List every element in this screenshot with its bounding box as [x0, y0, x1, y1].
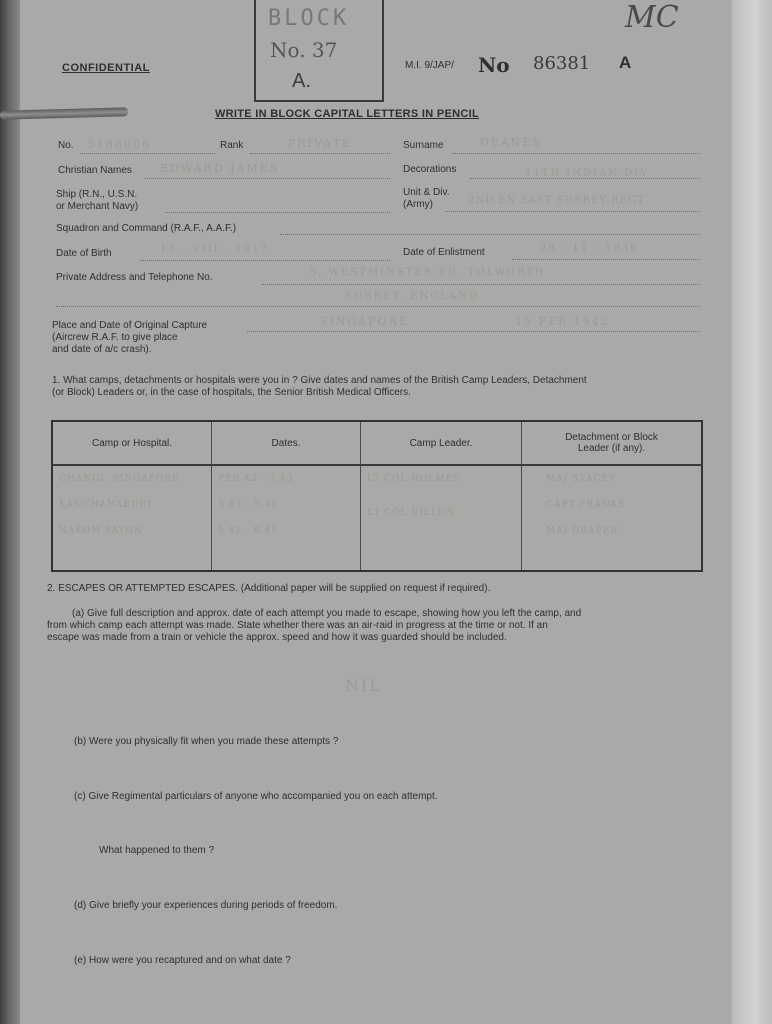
leader-entry-2	[361, 492, 521, 500]
question-2d: (d) Give briefly your experiences during periods of freedom.	[74, 900, 338, 911]
address-value-2: SURREY, ENGLAND	[345, 291, 479, 302]
surname-value: DEANES	[480, 136, 542, 149]
cell-camps	[52, 465, 212, 571]
rank-value: PRIVATE	[288, 137, 352, 150]
service-no-line	[80, 153, 215, 154]
instruction-heading: WRITE IN BLOCK CAPITAL LETTERS IN PENCIL	[215, 108, 479, 120]
ship-label-2: or Merchant Navy)	[56, 201, 139, 212]
form-code: M.I. 9/JAP/	[405, 60, 454, 71]
number-symbol: No	[478, 53, 510, 77]
detachment-entry-1: MAJ STACEY	[546, 474, 616, 484]
cell-dates	[212, 465, 361, 571]
capture-label-1: Place and Date of Original Capture	[52, 320, 208, 331]
capture-place-value: SINGAPORE	[320, 315, 409, 328]
enlistment-line	[512, 259, 700, 260]
surname-line	[452, 153, 700, 154]
question-2c-followup: What happened to them ?	[99, 845, 215, 856]
service-no-value: 5186006	[88, 138, 151, 151]
detachment-entry-2: CAPT FRANKS	[546, 500, 626, 510]
service-no-label: No.	[58, 140, 74, 151]
rank-label: Rank	[220, 140, 244, 151]
enlistment-label: Date of Enlistment	[403, 247, 485, 258]
leader-entry-1: LT COL HOLMES	[367, 474, 461, 484]
header-camp-leader: Camp Leader.	[361, 421, 522, 465]
header-dates: Dates.	[212, 421, 361, 465]
leader-entry-3: LT COL DILLON	[367, 508, 456, 518]
camps-table	[51, 420, 703, 572]
date-entry-3: 5.45 - 8.45	[218, 526, 278, 536]
detachment-entry-3: MAJ DRAPER	[546, 526, 619, 536]
question-1-line-1: 1. What camps, detachments or hospitals were you in ? Give dates and names of the British Camp Leaders, Detachment	[52, 375, 587, 386]
ship-label-1: Ship (R.N., U.S.N.	[56, 189, 138, 200]
form-number: 86381	[533, 53, 591, 74]
dob-label: Date of Birth	[56, 248, 112, 259]
surname-label: Surname	[403, 140, 444, 151]
camp-entry-2: KANCHANABURI	[59, 500, 152, 510]
question-1-line-2: (or Block) Leaders or, in the case of hospitals, the Senior British Medical Officers.	[52, 387, 411, 398]
question-2a-line-1: (a) Give full description and approx. date of each attempt you made to escape, showing how you left the camp, and	[72, 608, 582, 619]
camp-entry-1: CHANGI, SINGAPORE	[59, 474, 180, 484]
unit-label-1: Unit & Div.	[403, 187, 450, 198]
capture-label-3: and date of a/c crash).	[52, 344, 152, 355]
dob-value: 15 - VIII - 1917	[160, 244, 269, 255]
ship-line	[165, 212, 390, 213]
question-2e: (e) How were you recaptured and on what date ?	[74, 955, 291, 966]
stamp-line-2: No. 37	[270, 38, 338, 62]
unit-line	[445, 211, 700, 212]
christian-names-label: Christian Names	[58, 165, 132, 176]
question-2a-line-3: escape was made from a train or vehicle the approx. speed and how it was guarded should be included.	[47, 632, 507, 643]
address-line-1	[262, 284, 700, 285]
question-2a-line-2: from which camp each attempt was made. State whether there was an air-raid in progress at the time or not. If an	[47, 620, 548, 631]
header-camp-or-hospital: Camp or Hospital.	[52, 421, 212, 465]
address-label: Private Address and Telephone No.	[56, 272, 213, 283]
capture-label-2: (Aircrew R.A.F. to give place	[52, 332, 178, 343]
unit-value: 2ND BN EAST SURREY REGT	[468, 195, 645, 206]
question-2-title: 2. ESCAPES OR ATTEMPTED ESCAPES. (Additional paper will be supplied on request if required).	[47, 583, 491, 594]
date-entry-1: FEB 42 - 3.43	[218, 474, 294, 484]
cell-camp-leader	[361, 465, 522, 571]
camps-table-row	[52, 465, 702, 571]
date-entry-2: 3.43 - 5.45	[218, 500, 278, 510]
address-line-2	[56, 306, 700, 307]
confidential-label: CONFIDENTIAL	[62, 62, 150, 74]
question-2a-answer: NIL	[345, 676, 382, 695]
unit-label-2: (Army)	[403, 199, 433, 210]
dob-line	[140, 260, 390, 261]
question-2c: (c) Give Regimental particulars of anyone who accompanied you on each attempt.	[74, 791, 438, 802]
squadron-line	[280, 234, 700, 235]
corner-initials: MC	[625, 0, 679, 35]
capture-line	[247, 331, 700, 332]
camps-table-header	[52, 421, 702, 465]
capture-date-value: 15 FEB 1942	[515, 315, 610, 328]
decorations-label: Decorations	[403, 164, 457, 175]
rank-line	[250, 153, 390, 154]
header-detachment-leader: Detachment or Block Leader (if any).	[522, 421, 703, 465]
underlying-page-edge	[728, 0, 772, 1024]
cell-detachment-leader	[522, 465, 703, 571]
stamp-line-3: A.	[292, 70, 311, 92]
stamp-line-1: BLOCK	[268, 6, 350, 31]
squadron-label: Squadron and Command (R.A.F., A.A.F.)	[56, 223, 237, 234]
question-2b: (b) Were you physically fit when you made these attempts ?	[74, 736, 339, 747]
decorations-value: 11TH INDIAN DIV	[525, 168, 650, 179]
christian-names-line	[145, 178, 390, 179]
enlistment-value: 28 - 11 - 1936	[540, 243, 639, 254]
christian-names-value: EDWARD JAMES	[160, 162, 280, 175]
address-value-1: 5, WESTMINSTER RD, TOLWORTH	[310, 267, 546, 278]
form-suffix: A	[619, 53, 632, 72]
camp-entry-3: NAKOM PATON	[59, 526, 143, 536]
